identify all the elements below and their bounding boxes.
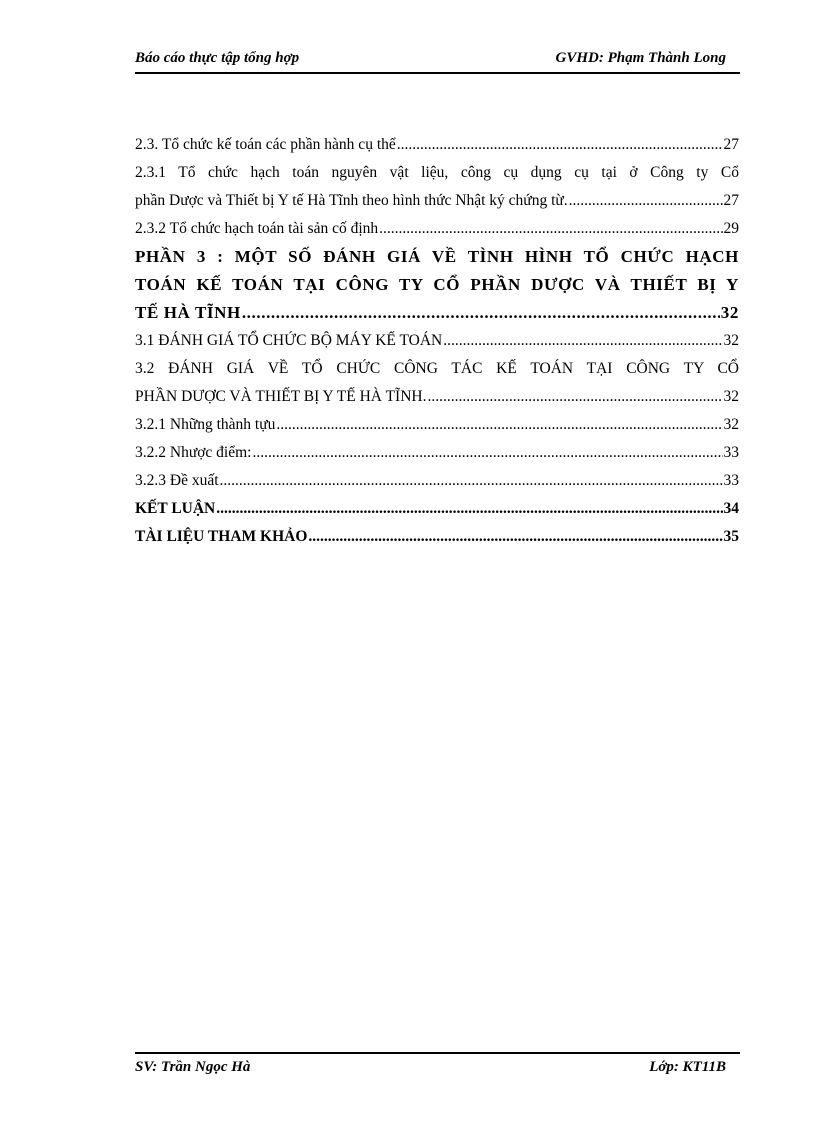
toc-entry-line xyxy=(135,327,739,355)
toc-entry-text: 3.1 ĐÁNH GIÁ TỔ CHỨC BỘ MÁY KẾ TOÁN xyxy=(135,332,443,349)
toc-entry-text: 3.2 ĐÁNH GIÁ VỀ TỔ CHỨC CÔNG TÁC KẾ TOÁN TẠI CÔNG TY CỔ xyxy=(135,360,739,377)
toc-entry-text: KẾT LUẬN xyxy=(135,500,216,517)
toc-entry xyxy=(135,411,739,439)
toc-entry xyxy=(135,215,739,243)
toc-entry-text: 3.2.1 Những thành tựu xyxy=(135,416,276,433)
dot-leader xyxy=(276,411,722,439)
toc-page-number: 29 xyxy=(723,220,739,237)
header-report-title: Báo cáo thực tập tổng hợp xyxy=(135,50,300,66)
table-of-contents xyxy=(135,131,739,551)
toc-page-number: 27 xyxy=(723,192,739,209)
toc-entry xyxy=(135,131,739,159)
toc-page-number: 32 xyxy=(723,388,739,405)
toc-entry xyxy=(135,439,739,467)
toc-page-number: 33 xyxy=(723,444,739,461)
footer-class: Lớp: KT11B xyxy=(649,1059,726,1075)
toc-entry-text: PHẦN 3 : MỘT SỐ ĐÁNH GIÁ VỀ TÌNH HÌNH TỔ CHỨC HẠCH xyxy=(135,247,739,266)
toc-entry-text: TOÁN KẾ TOÁN TẠI CÔNG TY CỔ PHẦN DƯỢC VÀ THIẾT BỊ Y xyxy=(135,275,739,294)
dot-leader xyxy=(252,439,722,467)
toc-entry xyxy=(135,523,739,551)
toc-page-number: 32 xyxy=(723,416,739,433)
toc-entry-text: 2.3.2 Tổ chức hạch toán tài sản cố định xyxy=(135,220,379,237)
dot-leader xyxy=(242,299,720,327)
toc-entry-line xyxy=(135,523,739,551)
toc-entry-text: TẾ HÀ TĨNH xyxy=(135,303,241,322)
toc-entry-text: 2.3.1 Tổ chức hạch toán nguyên vật liệu, công cụ dụng cụ tại ở Công ty Cổ xyxy=(135,164,739,181)
dot-leader xyxy=(569,187,723,215)
toc-page-number: 33 xyxy=(723,472,739,489)
toc-page-number: 34 xyxy=(723,500,739,517)
toc-entry-text: 3.2.2 Nhược điểm: xyxy=(135,444,252,461)
dot-leader xyxy=(427,383,722,411)
dot-leader xyxy=(397,131,723,159)
toc-entry xyxy=(135,243,739,327)
dot-leader xyxy=(379,215,722,243)
dot-leader xyxy=(308,523,722,551)
toc-page-number: 27 xyxy=(723,136,739,153)
footer-student: SV: Trần Ngọc Hà xyxy=(135,1059,251,1075)
toc-entry-line xyxy=(135,439,739,467)
toc-entry-line xyxy=(135,299,739,327)
toc-entry-line xyxy=(135,383,739,411)
toc-entry-line xyxy=(135,495,739,523)
page-footer xyxy=(135,1052,740,1080)
toc-page-number: 35 xyxy=(723,528,739,545)
toc-entry-text: phần Dược và Thiết bị Y tế Hà Tĩnh theo hình thức Nhật ký chứng từ. xyxy=(135,192,568,209)
toc-entry-line xyxy=(135,187,739,215)
dot-leader xyxy=(216,495,722,523)
dot-leader xyxy=(443,327,722,355)
toc-entry-line xyxy=(135,467,739,495)
dot-leader xyxy=(220,467,723,495)
toc-page-number: 32 xyxy=(720,303,739,322)
toc-entry-text: TÀI LIỆU THAM KHẢO xyxy=(135,528,308,545)
toc-entry-text: 3.2.3 Đề xuất xyxy=(135,472,219,489)
page-header xyxy=(135,48,740,74)
toc-entry-line xyxy=(135,131,739,159)
toc-entry xyxy=(135,327,739,355)
toc-entry xyxy=(135,495,739,523)
toc-entry xyxy=(135,159,739,215)
toc-entry-line xyxy=(135,215,739,243)
toc-entry xyxy=(135,355,739,411)
toc-entry-text: 2.3. Tổ chức kế toán các phần hành cụ thể xyxy=(135,136,396,153)
toc-page-number: 32 xyxy=(723,332,739,349)
toc-entry-text: PHẦN DƯỢC VÀ THIẾT BỊ Y TẾ HÀ TĨNH. xyxy=(135,388,427,405)
toc-entry xyxy=(135,467,739,495)
header-supervisor: GVHD: Phạm Thành Long xyxy=(555,50,726,66)
toc-entry-line xyxy=(135,411,739,439)
